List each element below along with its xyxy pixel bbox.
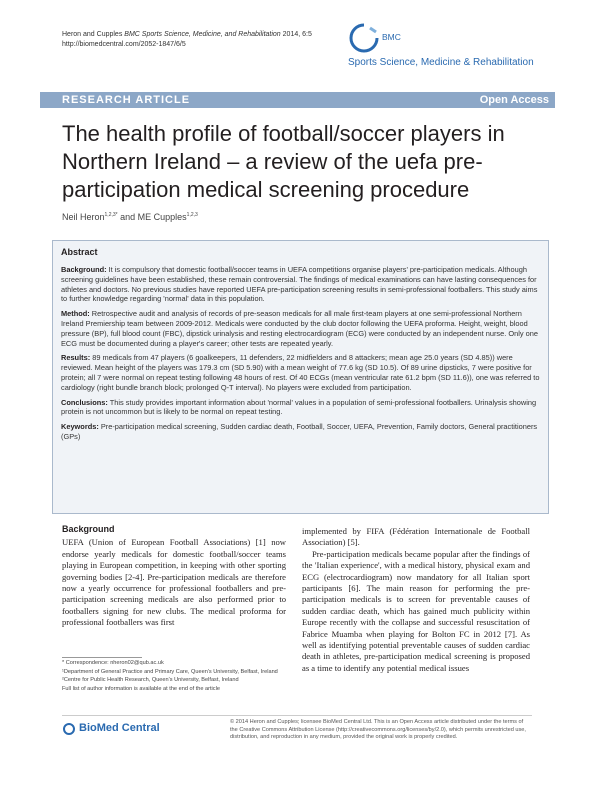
method-text: Retrospective audit and analysis of records of pre-season medicals for all male first-team players at one semi-professional Northern Ireland Premiership team between 2009-2012. Medicals were conducted by the club doctor following the UEFA proforma. Height, weight, blood pressure (BP), full blood count (FBC), dipstick urinalysis and resting electrocardiogram (ECG) were conducted by an independent nurse. Only one ECG must be documented during a player's career; other tests are repeated yearly. — [61, 309, 538, 348]
background-label: Background: — [61, 265, 107, 274]
article-type-band — [40, 92, 555, 108]
right-paragraph-2: Pre-participation medicals became popular after the findings of the 'Italian experience', with a medical history, physical exam and ECG (electrocardiogram) now mandatory for all Italian sport participants [6]. The main reason for performing the pre-participation medicals is to screen for preventable causes of sudden cardiac death, which has gained much publicity within Europe recently with the collapse and successful resuscitation of Fabrice Muamba when playing for Bolton FC in 2012 [7]. As well as identifying potential preventable causes of sudden cardiac death in athletes, pre-participation medical screening is proposed as a time to identify any potential medical issues — [302, 548, 530, 673]
header-authors: Heron and Cupples — [62, 31, 123, 38]
footnote-correspondence[interactable]: * Correspondence: nheron02@qub.ac.uk — [62, 660, 164, 666]
conclusions-text: This study provides important information about 'normal' values in a population of semi-professional footballers. Urinalysis showing protein is not uncommon but is likely to be normal on repeat testing. — [61, 397, 537, 417]
bmc-ring-icon — [348, 22, 380, 54]
keywords-label: Keywords: — [61, 422, 99, 432]
license-text: © 2014 Heron and Cupples; licensee BioMed Central Ltd. This is an Open Access article distributed under the terms of the Creative Commons Attribution License (http://creativecommons.org/licenses/by/2.0), which permits unrestricted use, distribution, and reproduction in any medium, provided the original work is properly credited. — [230, 719, 526, 741]
footnote-more-info: Full list of author information is available at the end of the article — [62, 685, 220, 692]
footnote-affil-1: ¹Department of General Practice and Primary Care, Queen's University, Belfast, Ireland — [62, 668, 278, 675]
results-text: 89 medicals from 47 players (6 goalkeepers, 11 defenders, 22 midfielders and 8 attackers; mean age 25.0 years (SD 4.85)) were reviewed. Mean height of the players was 179.3 cm (SD 5.90) with a mean weight of 77.6 kg (SD 10.5). Of 89 urine dipsticks, 7 were positive for protein; all 7 were normal on repeat testing following 48 hours of rest. Of 40 ECGs (mean ventricular rate 61.2 bpm (SD 11.6)), one was referred to cardiology (right bundle branch block; prolonged Q-T interval). No players were excluded from participation. — [61, 353, 540, 392]
publisher-logo — [62, 721, 172, 737]
method-label: Method: — [61, 309, 90, 319]
author-list — [62, 212, 198, 222]
abstract-heading: Abstract — [61, 247, 98, 257]
article-title: The health profile of football/soccer players in Northern Ireland – a review of the uefa pre-participation medical screening procedure — [62, 121, 505, 202]
header-volume: 2014, 6:5 — [282, 31, 312, 38]
header-url[interactable]: http://biomedcentral.com/2052-1847/6/5 — [62, 41, 186, 48]
author-and: and — [117, 212, 138, 222]
abstract-keywords — [61, 422, 541, 442]
right-paragraph-1: implemented by FIFA (Fédération Internationale de Football Association) [5]. — [302, 526, 530, 548]
open-access-label: Open Access — [479, 94, 549, 106]
author-2[interactable]: ME Cupples — [137, 212, 187, 222]
conclusions-label: Conclusions: — [61, 397, 108, 407]
abstract-results — [61, 353, 541, 392]
footer-divider — [62, 715, 532, 716]
abstract-background — [61, 265, 541, 304]
publisher-name: BioMed Central — [79, 722, 160, 734]
section-heading-background: Background — [62, 524, 115, 534]
author-2-affil: 1,2,3 — [186, 212, 198, 218]
journal-logo — [348, 22, 548, 72]
author-1-affil: 1,2,3* — [104, 212, 118, 218]
body-column-left — [62, 524, 286, 629]
abstract-method — [61, 309, 541, 348]
bmc-label: BMC — [382, 32, 401, 42]
keywords-text: Pre-participation medical screening, Sudden cardiac death, Football, Soccer, UEFA, Prevention, Family doctors, General practitioners (GPs) — [61, 422, 538, 441]
footnote-affil-2: ²Centre for Public Health Research, Queen's University, Belfast, Ireland — [62, 677, 239, 684]
author-1[interactable]: Neil Heron — [62, 212, 105, 222]
results-label: Results: — [61, 353, 91, 363]
header-journal: BMC Sports Science, Medicine, and Rehabilitation — [124, 31, 281, 38]
abstract-conclusions — [61, 398, 541, 418]
running-header — [62, 30, 312, 50]
footnotes — [62, 660, 282, 694]
left-paragraph: UEFA (Union of European Football Associations) [1] now endorse yearly medicals for domestic football/soccer teams playing in European competition, in keeping with other sporting governing bodies [2-4]. Pre-participation medicals are therefore now a yearly occurrence for professional footballers and pre-participation screening medicals are also performed prior to footballers signing for new clubs. The medical proforma for professional footballers was first — [62, 537, 286, 628]
journal-name: Sports Science, Medicine & Rehabilitation — [348, 57, 534, 68]
biomed-ring-icon — [62, 723, 76, 735]
background-text: It is compulsory that domestic football/soccer teams in UEFA competitions organise players' pre-participation medicals. Although screening guidelines have been established, these remain controversial. The findings of medical examinations can have lasting consequences for athletes and doctors. No previous studies have reported UEFA pre-participation screening results in semi-professional footballers. This study aims to further knowledge regarding 'normal' data in this population. — [61, 265, 538, 304]
body-column-right — [302, 526, 530, 674]
abstract-box — [52, 240, 549, 514]
article-type: RESEARCH ARTICLE — [62, 94, 191, 106]
footnote-divider — [62, 657, 142, 658]
